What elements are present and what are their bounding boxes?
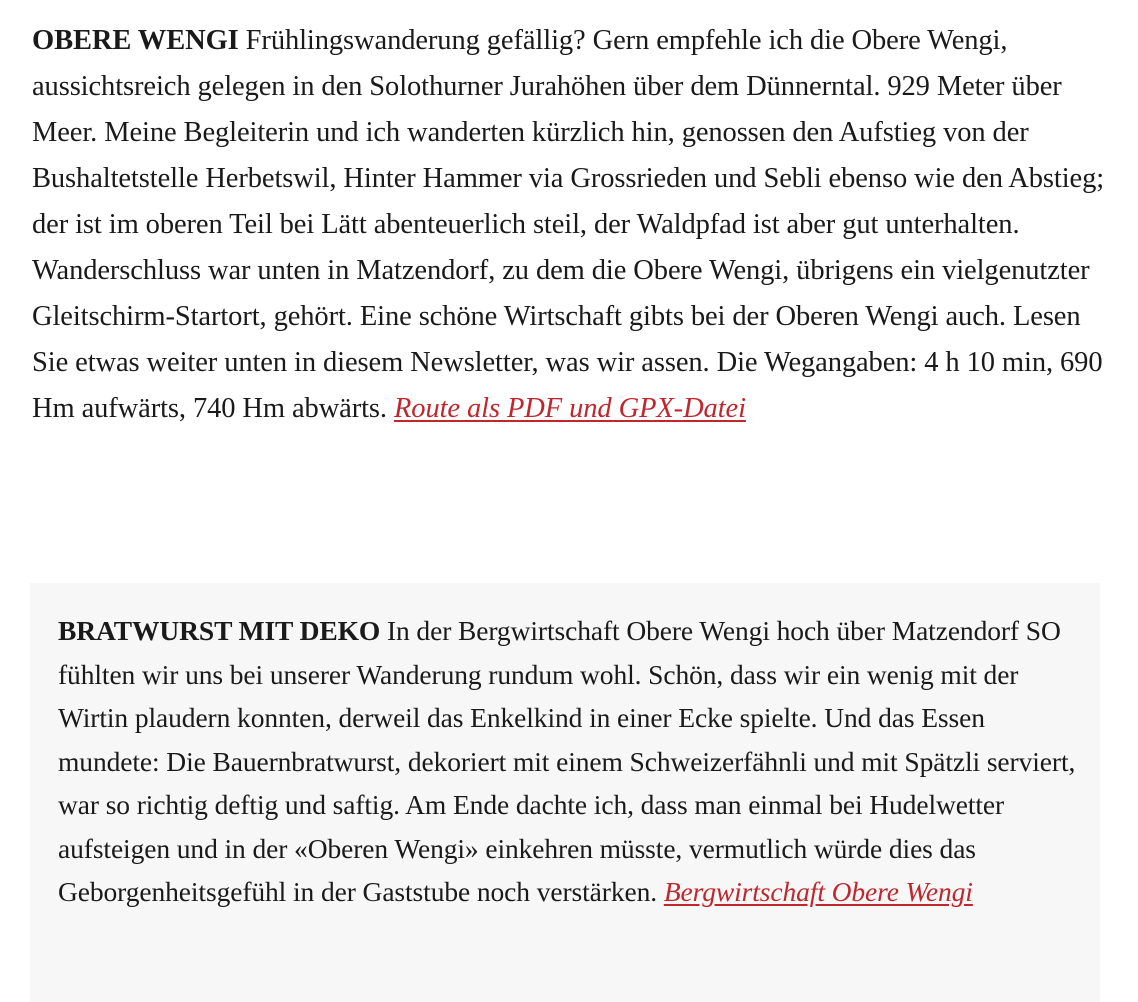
article-bratwurst	[58, 609, 1078, 914]
article-body-text: Frühlingswanderung gefällig? Gern empfehle ich die Obere Wengi, aussichtsreich gelegen in den Solothurner Jurahöhen über dem Dünnerntal. 929 Meter über Meer. Meine Begleiterin und ich wanderten kürzlich hin, genossen den Aufstieg von der Bushaltetstelle Herbetswil, Hinter Hammer via Grossrieden und Sebli ebenso wie den Abstieg; der ist im oberen Teil bei Lätt abenteuerlich steil, der Waldpfad ist aber gut unterhalten. Wanderschluss war unten in Matzendorf, zu dem die Obere Wengi, übrigens ein vielgenutzter Gleitschirm-Startort, gehört. Eine schöne Wirtschaft gibts bei der Oberen Wengi auch. Lesen Sie etwas weiter unten in diesem Newsletter, was wir assen. Die Wegangaben: 4 h 10 min, 690 Hm aufwärts, 740 Hm abwärts.	[32, 25, 1105, 424]
article-obere-wengi	[32, 18, 1122, 432]
article-body-text: In der Bergwirtschaft Obere Wengi hoch über Matzendorf SO fühlten wir uns bei unserer Wanderung rundum wohl. Schön, dass wir ein wenig mit der Wirtin plaudern konnten, derweil das Enkelkind in einer Ecke spielte. Und das Essen mundete: Die Bauernbratwurst, dekoriert mit einem Schweizerfähnli und mit Spätzli serviert, war so richtig deftig und saftig. Am Ende dachte ich, dass man einmal bei Hudelwetter aufsteigen und in der «Oberen Wengi» einkehren müsste, vermutlich würde dies das Geborgenheitsgefühl in der Gaststube noch verstärken.	[58, 615, 1076, 907]
article-headline: OBERE WENGI	[32, 25, 239, 56]
article-box-background	[30, 583, 1100, 1002]
route-pdf-gpx-link[interactable]: Route als PDF und GPX-Datei	[394, 393, 746, 424]
bergwirtschaft-link[interactable]: Bergwirtschaft Obere Wengi	[663, 876, 973, 907]
article-headline: BRATWURST MIT DEKO	[58, 615, 381, 646]
